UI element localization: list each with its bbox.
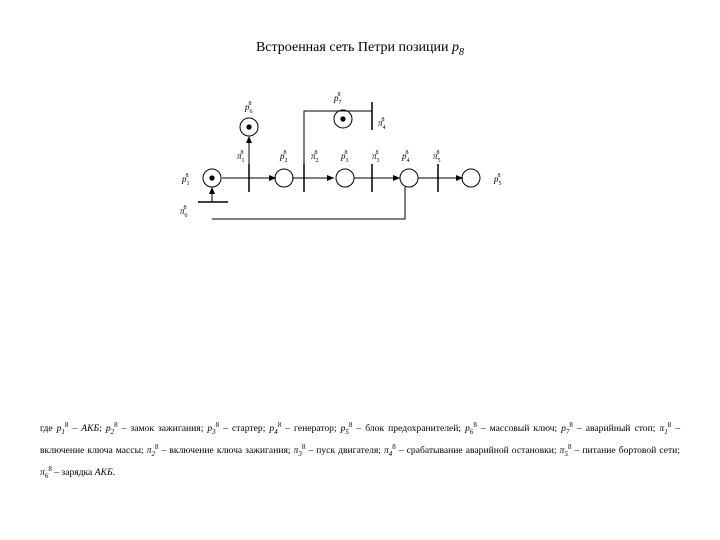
label-p5: $p_58$ [494,173,502,187]
legend-term: $p_1$ [56,423,65,437]
arrowhead-p3 [327,175,334,181]
label-p7: $p_78$ [334,92,342,106]
label-p3: $p_38$ [341,150,349,164]
arrowhead-t1 [246,136,252,143]
legend-text: где $p_1^8$ – АКБ; $p_2^8$ – замок зажигания; $p_3^8$ – стартер; $p_4^8$ – генератор; $p_5^8$ – блок предохранителей; $p_6^8$ – массовый ключ; $p_7^8$ – аварийный стоп; $\pi_1^8$ – включение ключа массы; $\pi_2^8$ – включение ключа зажигания; $\pi_3^8$ – пуск двигателя; $\pi_4^8$ – срабатывание аварийной остановки; $\pi_5^8$ – питание бортовой сети; $\pi_6^8$ – зарядка АКБ. [40,421,680,481]
legend-term: $\pi_2$ [146,445,156,459]
legend-term: $p_4$ [269,423,278,437]
legend-term: $\pi_4$ [383,445,393,459]
token-p1 [209,175,214,180]
diagram-title: Встроенная сеть Петри позиции $p_8$ [255,40,465,58]
place-p5 [462,169,480,187]
label-t3: $\pi_38$ [372,150,380,164]
label-t4: $\pi_48$ [378,117,386,131]
arc-p7-branch [304,111,372,178]
legend-term: $\pi_6$ [40,467,49,481]
legend-term: $\pi_5$ [559,445,568,459]
legend-term: АКБ [81,423,100,435]
label-p1: $p_18$ [182,173,190,187]
place-p3 [336,169,354,187]
legend-term: $p_5$ [340,423,349,437]
label-p6: $p_68$ [245,101,253,115]
place-p2 [275,169,293,187]
token-p7 [340,116,345,121]
label-t1: $\pi_18$ [237,150,245,164]
label-p2: $p_28$ [280,150,288,164]
legend-term: $\pi_3$ [293,445,302,459]
token-p6 [246,124,251,129]
label-t2: $\pi_28$ [311,150,319,164]
label-p4: $p_48$ [402,150,410,164]
label-t6: $\pi_68$ [180,205,188,219]
arrowhead-p4 [393,175,400,181]
place-p4 [400,169,418,187]
label-t5: $\pi_58$ [433,150,441,164]
arc-t5-t6-loop [212,187,405,219]
legend-term: АКБ [94,467,113,479]
legend-term: $p_6$ [465,423,474,437]
legend-term: $p_2$ [105,423,115,437]
legend-term: $\pi_1$ [659,423,668,437]
arrowhead-p1 [209,187,215,194]
legend-term: $p_3$ [207,423,216,437]
legend-term: $p_7$ [561,423,570,437]
